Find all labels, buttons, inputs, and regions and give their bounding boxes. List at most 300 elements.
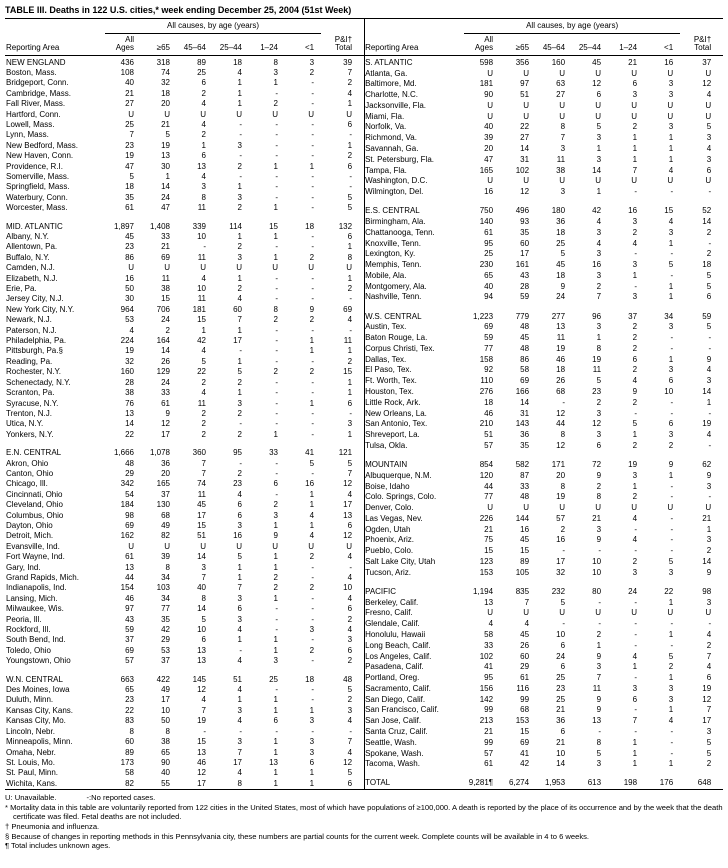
reporting-area-cell: Austin, Tex. xyxy=(365,322,407,332)
value-cell: 15 xyxy=(520,546,530,556)
value-cell: 23 xyxy=(125,695,134,705)
spacer-row xyxy=(364,451,723,459)
value-cell: 6 xyxy=(309,757,315,767)
reporting-area-cell: Elizabeth, N.J. xyxy=(6,273,58,283)
value-cell: 54 xyxy=(125,489,134,499)
table-row xyxy=(5,583,364,593)
value-cell: 5 xyxy=(201,356,206,366)
value-cell: 3 xyxy=(273,656,278,666)
span-header-row xyxy=(5,19,364,33)
value-cell: 1 xyxy=(632,133,638,143)
value-cell: U xyxy=(631,111,638,121)
table-row xyxy=(364,344,723,355)
value-cell: 25 xyxy=(556,694,566,704)
value-cell: 1 xyxy=(347,99,353,109)
value-cell: 3 xyxy=(706,726,712,736)
value-cell: 8 xyxy=(560,430,566,440)
value-cell: 18 xyxy=(556,227,566,237)
empty-header-cell xyxy=(5,19,105,33)
value-cell: 2 xyxy=(706,546,712,556)
value-cell: 20 xyxy=(484,144,494,154)
value-cell: U xyxy=(559,503,566,513)
spacer-row xyxy=(364,303,723,311)
table-row xyxy=(364,471,723,482)
value-cell: 1 xyxy=(273,778,278,788)
value-cell: 5 xyxy=(706,737,712,747)
value-cell: 582 xyxy=(515,459,530,469)
value-cell: 1 xyxy=(668,597,674,607)
value-cell: 7 xyxy=(237,315,242,325)
value-cell: 9,281¶ xyxy=(468,778,494,788)
value-cell: 59 xyxy=(520,292,530,302)
value-cell: - xyxy=(275,604,278,614)
value-cell: 37 xyxy=(161,489,170,499)
value-cell: 162 xyxy=(120,531,134,541)
value-cell: 6 xyxy=(201,635,206,645)
value-cell: 4 xyxy=(201,388,206,398)
value-cell: 4 xyxy=(347,315,353,325)
value-cell: 11 xyxy=(197,294,206,304)
reporting-area-cell: Kansas City, Kans. xyxy=(6,705,73,715)
value-cell: - xyxy=(275,325,278,335)
reporting-area-cell: Boise, Idaho xyxy=(365,481,410,491)
value-cell: 5 xyxy=(706,122,712,132)
value-cell: 12 xyxy=(343,531,353,541)
value-cell: 16 xyxy=(484,187,494,197)
value-cell: - xyxy=(670,492,674,502)
value-cell: 3 xyxy=(347,705,353,715)
value-cell: U xyxy=(272,541,278,551)
reporting-area-cell: Fort Wayne, Ind. xyxy=(6,552,65,562)
value-cell: 19 xyxy=(125,346,134,356)
value-cell: 14 xyxy=(520,144,530,154)
table-row xyxy=(5,685,364,695)
value-cell: U xyxy=(200,109,206,119)
value-cell: 2 xyxy=(347,614,353,624)
footnote-section: § Because of changes in reporting methods in this Pennsylvania city, these numbers are partial counts for the current week. Complete counts will be available in 4 to 6 weeks. xyxy=(5,831,590,841)
value-cell: 3 xyxy=(201,562,206,572)
table-row xyxy=(5,768,364,778)
table-row xyxy=(5,727,364,737)
value-cell: 1 xyxy=(668,629,674,639)
value-cell: 1 xyxy=(309,705,315,715)
reporting-area-cell: Jersey City, N.J. xyxy=(6,294,64,304)
value-cell: 77 xyxy=(484,492,494,502)
table-row xyxy=(364,748,723,759)
value-cell: 2 xyxy=(596,481,602,491)
value-cell: - xyxy=(311,284,315,294)
table-row xyxy=(364,630,723,641)
header-all-ages-line1: All xyxy=(484,34,494,44)
value-cell: 82 xyxy=(125,778,134,788)
value-cell: 3 xyxy=(237,252,242,262)
value-cell: 58 xyxy=(484,629,494,639)
reporting-area-cell: Phoenix, Ariz. xyxy=(365,535,414,545)
value-cell: 1 xyxy=(596,187,602,197)
value-cell: 6 xyxy=(560,726,566,736)
value-cell: 6 xyxy=(347,778,353,788)
reporting-area-cell: Chattanooga, Tenn. xyxy=(365,227,435,237)
value-cell: 108 xyxy=(120,67,134,77)
table-row xyxy=(5,748,364,758)
table-row xyxy=(5,695,364,705)
value-cell: 2 xyxy=(237,242,242,252)
value-cell: 5 xyxy=(347,768,353,778)
reporting-area-cell: South Bend, Ind. xyxy=(6,635,66,645)
value-cell: - xyxy=(349,562,353,572)
value-cell: 3 xyxy=(237,398,242,408)
header-45-64: 45–64 xyxy=(177,33,213,55)
value-cell: 25 xyxy=(556,673,566,683)
value-cell: 854 xyxy=(479,459,494,469)
value-cell: 34 xyxy=(664,311,674,321)
value-cell: 13 xyxy=(269,757,278,767)
value-cell: 4 xyxy=(347,489,353,499)
value-cell: 4 xyxy=(237,67,242,77)
value-cell: 2 xyxy=(347,656,353,666)
value-cell: 46 xyxy=(125,593,134,603)
value-cell: 339 xyxy=(192,221,206,231)
reporting-area-cell: Los Angeles, Calif. xyxy=(365,651,432,661)
value-cell: - xyxy=(598,546,602,556)
value-cell: - xyxy=(203,726,206,736)
table-row xyxy=(5,563,364,573)
value-cell: 6 xyxy=(632,79,638,89)
value-cell: 2 xyxy=(201,408,206,418)
value-cell: 17 xyxy=(343,500,353,510)
value-cell: 89 xyxy=(197,57,206,67)
table-row xyxy=(5,419,364,429)
value-cell: 53 xyxy=(125,315,134,325)
value-cell: 77 xyxy=(161,604,170,614)
value-cell: 22 xyxy=(197,367,206,377)
value-cell: 15 xyxy=(484,546,494,556)
table-title: TABLE III. Deaths in 122 U.S. cities,* week ending December 25, 2004 (51st Week) xyxy=(5,5,352,15)
table-row xyxy=(5,305,364,315)
reporting-area-cell: Gary, Ind. xyxy=(6,562,41,572)
value-cell: 1,078 xyxy=(149,448,170,458)
value-cell: 1 xyxy=(273,695,278,705)
value-cell: 3 xyxy=(237,593,242,603)
value-cell: U xyxy=(667,503,674,513)
table-row xyxy=(364,144,723,155)
value-cell: 1 xyxy=(237,78,242,88)
table-row xyxy=(364,568,723,579)
value-cell: 11 xyxy=(161,273,170,283)
value-cell: - xyxy=(670,481,674,491)
value-cell: U xyxy=(487,608,494,618)
value-cell: 648 xyxy=(697,778,712,788)
value-cell: 181 xyxy=(192,304,206,314)
reporting-area-cell: Seattle, Wash. xyxy=(365,737,417,747)
value-cell: - xyxy=(634,619,638,629)
value-cell: 3 xyxy=(668,79,674,89)
value-cell: - xyxy=(311,242,315,252)
spacer-cell xyxy=(364,451,723,459)
value-cell: - xyxy=(203,242,206,252)
value-cell: 41 xyxy=(305,448,315,458)
value-cell: 3 xyxy=(560,144,566,154)
value-cell: 2 xyxy=(309,252,315,262)
table-row xyxy=(5,284,364,294)
value-cell: 6 xyxy=(347,232,353,241)
reporting-area-cell: Knoxville, Tenn. xyxy=(365,238,421,248)
value-cell: 1,897 xyxy=(113,221,134,231)
value-cell: 1 xyxy=(273,203,278,213)
value-cell: - xyxy=(311,573,315,582)
footnote-unavailable xyxy=(5,793,723,803)
value-cell: - xyxy=(275,419,278,429)
header-all-ages-line1: All xyxy=(125,34,134,44)
value-cell: - xyxy=(239,151,242,161)
value-cell: 13 xyxy=(125,562,134,572)
value-cell: 42 xyxy=(197,336,206,346)
value-cell: 19 xyxy=(125,151,134,161)
value-cell: 11 xyxy=(197,252,206,262)
value-cell: - xyxy=(311,377,315,387)
value-cell: 97 xyxy=(520,79,530,89)
value-cell: 8 xyxy=(596,737,602,747)
table-row xyxy=(364,122,723,133)
value-cell: 3 xyxy=(596,430,602,440)
table-row xyxy=(364,514,723,525)
value-cell: 3 xyxy=(632,90,638,100)
value-cell: - xyxy=(670,640,674,650)
value-cell: 1 xyxy=(668,238,674,248)
value-cell: 3 xyxy=(309,716,315,726)
header-all-ages xyxy=(105,33,141,55)
value-cell: - xyxy=(311,130,315,140)
region-row xyxy=(364,55,723,68)
value-cell: 160 xyxy=(551,57,566,67)
value-cell: 436 xyxy=(120,57,134,67)
reporting-area-cell: Yonkers, N.Y. xyxy=(6,429,54,439)
value-cell: 4 xyxy=(201,99,206,109)
value-cell: 230 xyxy=(479,260,494,270)
value-cell: 232 xyxy=(551,586,566,596)
value-cell: - xyxy=(708,187,712,197)
value-cell: 3 xyxy=(706,597,712,607)
table-row xyxy=(5,490,364,500)
value-cell: - xyxy=(598,726,602,736)
table-row xyxy=(364,546,723,557)
value-cell: 94 xyxy=(484,292,494,302)
value-cell: 51 xyxy=(484,430,494,440)
value-cell: 3 xyxy=(596,524,602,534)
table-row xyxy=(364,759,723,770)
value-cell: U xyxy=(487,111,494,121)
value-cell: 59 xyxy=(125,625,134,635)
value-cell: 2 xyxy=(273,573,278,582)
value-cell: U xyxy=(705,503,712,513)
value-cell: 60 xyxy=(233,304,242,314)
value-cell: 62 xyxy=(702,459,712,469)
table-row xyxy=(364,651,723,662)
value-cell: 7 xyxy=(706,651,712,661)
value-cell: 14 xyxy=(702,216,712,226)
reporting-area-cell: Pasadena, Calif. xyxy=(365,662,424,672)
value-cell: 3 xyxy=(632,683,638,693)
header-pi-line2: Total xyxy=(335,43,353,52)
value-cell: 61 xyxy=(484,227,494,237)
value-cell: 1 xyxy=(309,489,315,499)
value-cell: 61 xyxy=(125,552,134,562)
value-cell: - xyxy=(598,619,602,629)
value-cell: 7 xyxy=(237,583,242,593)
value-cell: U xyxy=(164,109,170,119)
value-cell: 12 xyxy=(197,685,206,695)
value-cell: - xyxy=(311,182,315,192)
value-cell: 835 xyxy=(515,586,530,596)
value-cell: 6 xyxy=(560,640,566,650)
reporting-area-cell: E.S. CENTRAL xyxy=(365,206,420,216)
value-cell: 7 xyxy=(560,133,566,143)
value-cell: 3 xyxy=(237,192,242,202)
value-cell: 105 xyxy=(515,567,530,577)
value-cell: 18 xyxy=(233,57,242,67)
value-cell: - xyxy=(670,524,674,534)
value-cell: U xyxy=(523,68,530,78)
value-cell: 1 xyxy=(668,759,674,769)
value-cell: 1 xyxy=(309,346,315,356)
value-cell: 4 xyxy=(237,716,242,726)
value-cell: 156 xyxy=(479,683,494,693)
value-cell: 6 xyxy=(668,419,674,429)
value-cell: 4 xyxy=(237,489,242,499)
value-cell: 8 xyxy=(273,57,278,67)
value-cell: 154 xyxy=(120,583,134,593)
reporting-area-cell: Las Vegas, Nev. xyxy=(365,513,423,523)
value-cell: 6 xyxy=(237,510,242,520)
table-row xyxy=(5,263,364,273)
value-cell: 1 xyxy=(632,759,638,769)
value-cell: - xyxy=(634,673,638,683)
value-cell: 26 xyxy=(556,376,566,386)
value-cell: - xyxy=(634,726,638,736)
value-cell: 12 xyxy=(702,694,712,704)
value-cell: 89 xyxy=(520,556,530,566)
value-cell: 144 xyxy=(515,513,530,523)
table-row xyxy=(5,542,364,552)
value-cell: 32 xyxy=(161,78,170,88)
value-cell: 2 xyxy=(273,500,278,510)
value-cell: - xyxy=(275,458,278,468)
reporting-area-cell: Albany, N.Y. xyxy=(6,232,49,241)
value-cell: 65 xyxy=(484,270,494,280)
value-cell: 17 xyxy=(233,757,242,767)
value-cell: 9 xyxy=(596,694,602,704)
value-cell: 1 xyxy=(237,325,242,335)
value-cell: 2 xyxy=(560,524,566,534)
value-cell: 3 xyxy=(237,520,242,530)
value-cell: 53 xyxy=(161,645,170,655)
value-cell: 2 xyxy=(596,397,602,407)
value-cell: 1 xyxy=(237,232,242,241)
table-row xyxy=(364,68,723,79)
value-cell: 13 xyxy=(197,656,206,666)
value-cell: 4 xyxy=(201,119,206,129)
value-cell: 3 xyxy=(596,227,602,237)
value-cell: 76 xyxy=(125,398,134,408)
header-25-44: 25–44 xyxy=(213,33,249,55)
value-cell: 5 xyxy=(347,192,353,202)
value-cell: 21 xyxy=(484,726,494,736)
spacer-row xyxy=(364,770,723,778)
reporting-area-cell: Evansville, Ind. xyxy=(6,541,60,551)
value-cell: 132 xyxy=(338,221,353,231)
value-cell: 1 xyxy=(347,242,353,252)
value-cell: U xyxy=(705,176,712,186)
value-cell: U xyxy=(559,608,566,618)
value-cell: 14 xyxy=(125,419,134,429)
value-cell: 21 xyxy=(628,57,638,67)
spacer-cell xyxy=(364,303,723,311)
value-cell: 42 xyxy=(161,625,170,635)
value-cell: 2 xyxy=(347,151,353,161)
value-cell: 1 xyxy=(273,78,278,88)
value-cell: 1 xyxy=(273,645,278,655)
value-cell: 57 xyxy=(556,513,566,523)
reporting-area-cell: Worcester, Mass. xyxy=(6,203,68,213)
value-cell: 153 xyxy=(515,716,530,726)
table-row xyxy=(364,684,723,695)
value-cell: 9 xyxy=(632,386,638,396)
table-row xyxy=(5,315,364,325)
footnote-u-text: U: Unavailable. xyxy=(5,793,57,803)
value-cell: 4 xyxy=(632,513,638,523)
value-cell: 2 xyxy=(632,322,638,332)
value-cell: - xyxy=(634,187,638,197)
value-cell: - xyxy=(311,429,315,439)
value-cell: 18 xyxy=(125,182,134,192)
reporting-area-cell: Springfield, Mass. xyxy=(6,182,70,192)
value-cell: 19 xyxy=(556,492,566,502)
region-row xyxy=(364,206,723,217)
reporting-area-cell: San Jose, Calif. xyxy=(365,716,422,726)
value-cell: 18 xyxy=(305,674,315,684)
value-cell: 47 xyxy=(161,203,170,213)
value-cell: 1 xyxy=(668,144,674,154)
value-cell: 6 xyxy=(273,716,278,726)
reporting-area-cell: Chicago, Ill. xyxy=(6,479,48,489)
value-cell: 1 xyxy=(237,273,242,283)
reporting-area-cell: Dallas, Tex. xyxy=(365,354,407,364)
value-cell: 3 xyxy=(237,614,242,624)
value-cell: 276 xyxy=(479,386,494,396)
value-cell: 1 xyxy=(273,747,278,757)
value-cell: 24 xyxy=(556,292,566,302)
value-cell: 8 xyxy=(347,252,353,262)
reporting-area-cell: Sacramento, Calif. xyxy=(365,683,431,693)
value-cell: 277 xyxy=(551,311,566,321)
value-cell: 1,194 xyxy=(473,586,494,596)
reporting-area-cell: Corpus Christi, Tex. xyxy=(365,343,435,353)
value-cell: 2 xyxy=(632,397,638,407)
value-cell: U xyxy=(631,608,638,618)
value-cell: 58 xyxy=(125,768,134,778)
value-cell: 24 xyxy=(556,651,566,661)
value-cell: 2 xyxy=(632,227,638,237)
value-cell: 6 xyxy=(347,398,353,408)
reporting-area-cell: Norfolk, Va. xyxy=(365,122,407,132)
table-row xyxy=(364,738,723,749)
value-cell: 4 xyxy=(201,346,206,356)
value-cell: 8 xyxy=(165,562,170,572)
value-cell: 2 xyxy=(201,377,206,387)
value-cell: - xyxy=(634,249,638,259)
value-cell: 198 xyxy=(623,778,638,788)
value-cell: 11 xyxy=(556,333,566,343)
